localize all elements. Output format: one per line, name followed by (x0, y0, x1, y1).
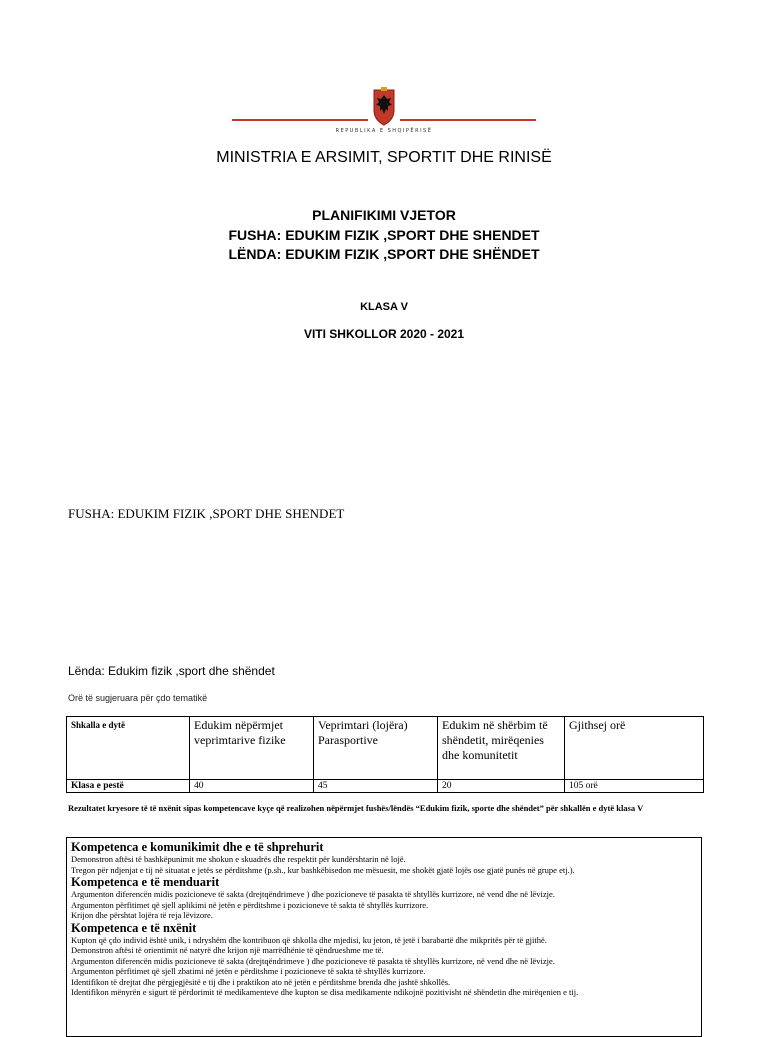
table-header-cell: Gjithsej orë (565, 717, 704, 780)
lenda-heading: LËNDA: EDUKIM FIZIK ,SPORT DHE SHËNDET (228, 246, 540, 262)
competence-line: Identifikon mënyrën e sigurt të përdorimit të medikamenteve dhe kupton se disa medikamente ndikojnë pozitivisht në shëndetin dhe mirëqenien e tij. (71, 987, 579, 997)
competence-title: Kompetenca e të nxënit (71, 920, 197, 935)
school-year: VITI SHKOLLOR 2020 - 2021 (303, 327, 465, 341)
table-header-cell: Edukim nëpërmjet veprimtarive fizike (190, 717, 314, 780)
competence-title: Kompetenca e të menduarit (71, 875, 220, 889)
table-cell: 105 orë (565, 780, 704, 793)
section-lenda: Lënda: Edukim fizik ,sport dhe shëndet (68, 664, 275, 678)
competence-line: Demonstron aftësi të orientimit në natyrë dhe krijon një marrëdhënie të qëndrueshme me të. (71, 945, 384, 955)
hours-table (66, 716, 704, 793)
klasa-heading: KLASA V (360, 301, 408, 313)
section-fusha: FUSHA: EDUKIM FIZIK ,SPORT DHE SHENDET (68, 506, 345, 521)
competence-line: Demonstron aftësi të bashkëpunimit me shokun e skuadrës dhe respektit për kundërshtarin në lojë. (71, 854, 406, 864)
competence-line: Krijon dhe përshtat lojëra të reja lëvizore. (71, 910, 213, 920)
hours-note: Orë të sugjeruara për çdo tematikë (68, 693, 208, 703)
table-cell: 45 (314, 780, 438, 793)
header-rule-left (232, 119, 368, 121)
table-header-cell: Veprimtari (lojëra) Parasportive (314, 717, 438, 780)
header-rule-right (400, 119, 536, 121)
emblem-caption: REPUBLIKA E SHQIPËRISË (335, 128, 433, 134)
competence-line: Argumenton diferencën midis pozicioneve të sakta (drejtqëndrimeve ) dhe pozicioneve të pasakta të shtyllës kurrizore, në vend dhe në lëvizje. (71, 889, 555, 899)
competence-line: Argumenton diferencën midis pozicioneve të sakta (drejtqëndrimeve ) dhe pozicioneve të pasakta të shtyllës kurrizore, në vend dhe në lëvizje. (71, 955, 555, 966)
table-cell: Klasa e pestë (67, 780, 190, 793)
competence-line: Identifikon të drejtat dhe përgjegjësitë e tij dhe i praktikon ato në jetën e përditshme brenda dhe jashtë shkollës. (71, 976, 451, 987)
table-header-cell: Edukim në shërbim të shëndetit, mirëqenies dhe komunitetit (438, 717, 565, 780)
results-intro: Rezultatet kryesore të të nxënit sipas kompetencave kyçe që realizohen nëpërmjet fushës/lëndës “Edukim fizik, sporte dhe shëndet” për shkallën e dytë klasa V (68, 803, 644, 813)
table-cell: 40 (190, 780, 314, 793)
plan-title: PLANIFIKIMI VJETOR (312, 207, 456, 223)
competence-title: Kompetenca e komunikimit dhe e të shprehurit (71, 840, 324, 854)
competence-line: Kupton që çdo individ është unik, i ndryshëm dhe kontribuon që shkolla dhe mjedisi, ku jeton, të jetë i barabartë dhe mikpritës për të gjithë. (71, 934, 547, 945)
competences-box (66, 837, 702, 1037)
table-header-cell: Shkalla e dytë (67, 717, 190, 780)
competence-line: Tregon për ndjenjat e tij në situatat e jetës se përditshme (p.sh., kur bashkëbisedon me mësuesit, me shokët gjatë lojës ose gjatë punës në grupe etj.). (71, 864, 575, 875)
competence-line: Argumenton përfitimet që sjell zbatimi në jetën e përditshme i pozicioneve të sakta të shtyllës kurrizore. (71, 966, 426, 976)
table-row (67, 780, 704, 793)
table-cell: 20 (438, 780, 565, 793)
fusha-heading: FUSHA: EDUKIM FIZIK ,SPORT DHE SHENDET (228, 227, 540, 243)
table-header-row (67, 717, 704, 780)
albanian-emblem-icon (370, 86, 398, 126)
ministry-title: MINISTRIA E ARSIMIT, SPORTIT DHE RINISË (216, 149, 552, 166)
competence-line: Argumenton përfitimet që sjell aplikimi në jetën e përditshme i pozicioneve të sakta të shtyllës kurrizore. (71, 899, 429, 910)
